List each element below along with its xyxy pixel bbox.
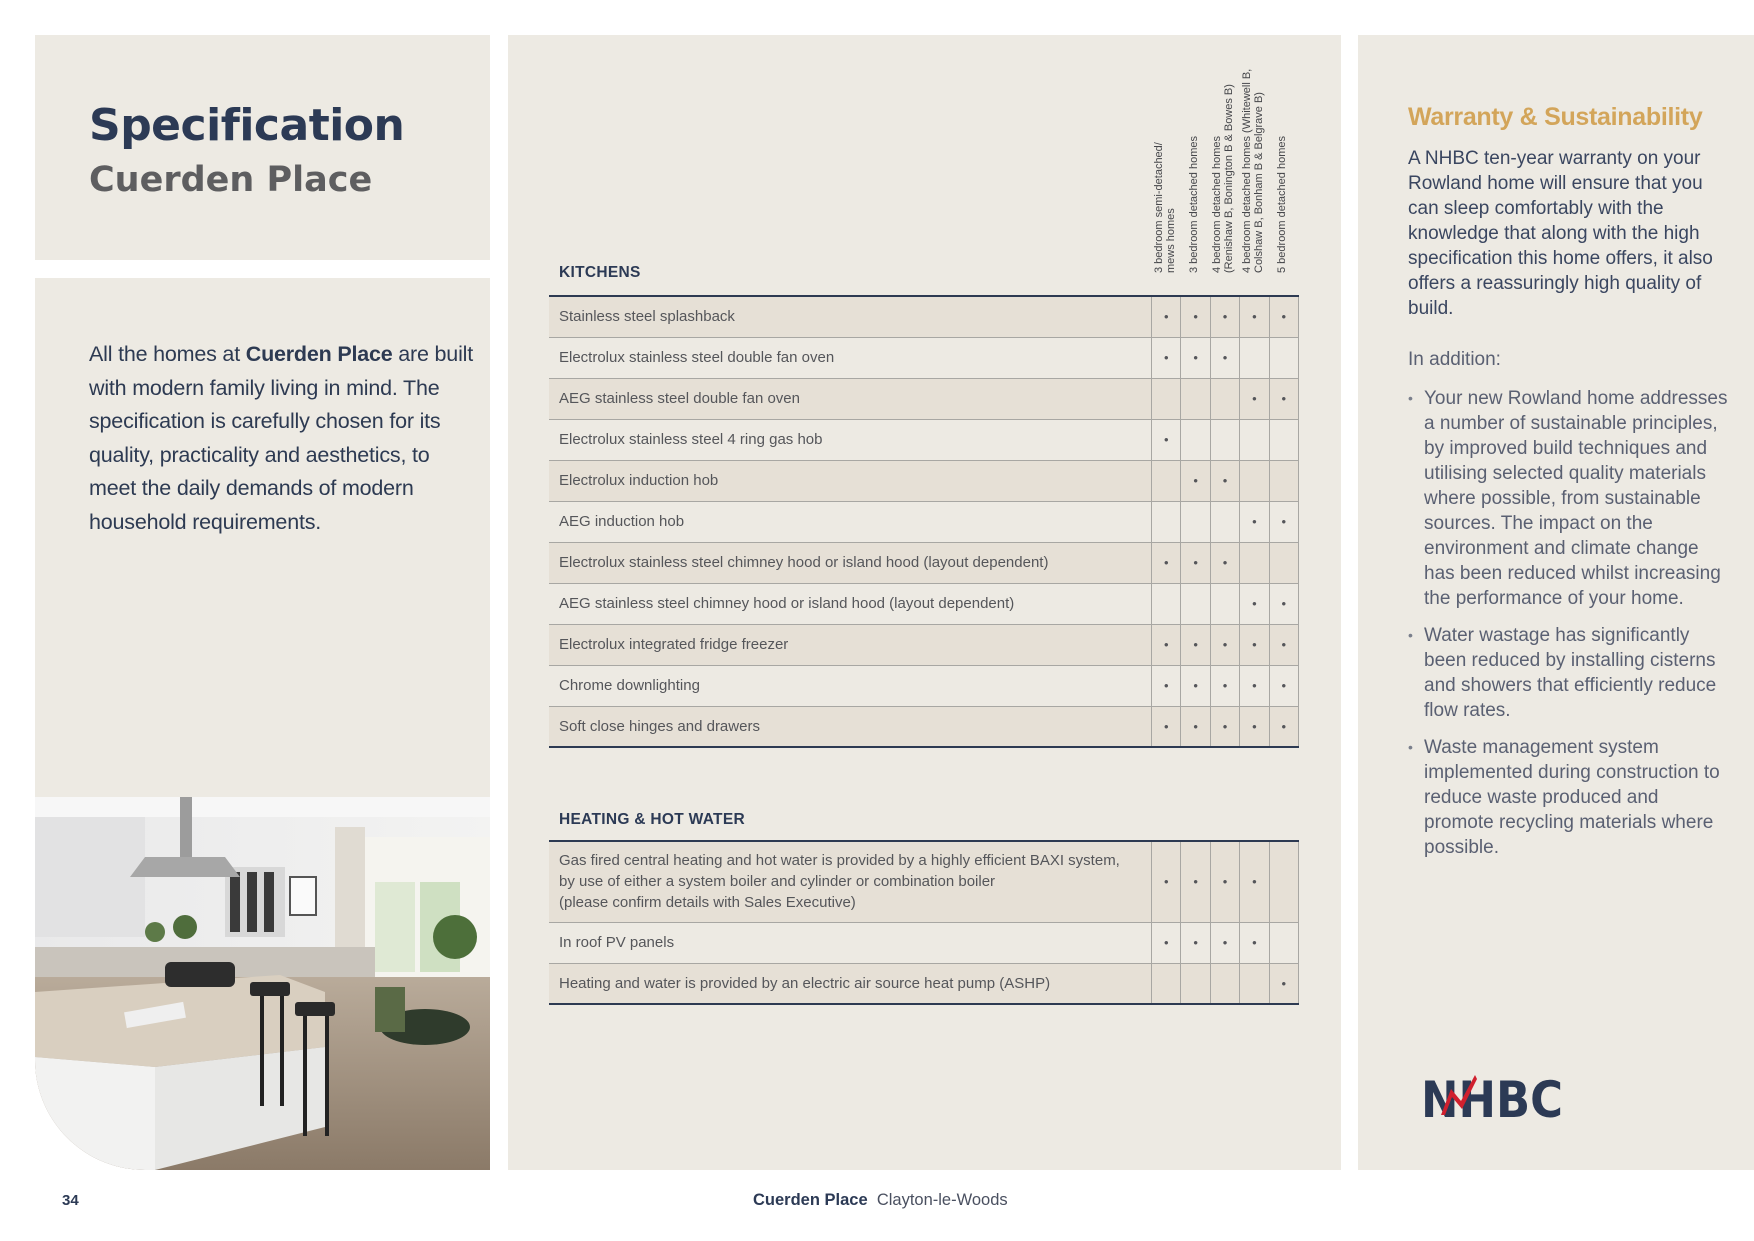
empty-cell — [1210, 501, 1239, 542]
table-row — [549, 841, 1299, 922]
warranty-addition-label: In addition: — [1408, 349, 1501, 370]
empty-cell — [1181, 378, 1210, 419]
included-dot: • — [1152, 922, 1181, 963]
heating-title: HEATING & HOT WATER — [559, 811, 745, 828]
intro-text — [89, 338, 474, 539]
included-dot: • — [1152, 706, 1181, 747]
included-dot: • — [1269, 963, 1298, 1004]
included-dot: • — [1152, 296, 1181, 337]
intro-panel — [35, 278, 490, 1170]
included-dot: • — [1152, 419, 1181, 460]
included-dot: • — [1269, 378, 1298, 419]
nhbc-logo — [1421, 1071, 1566, 1123]
included-dot: • — [1152, 542, 1181, 583]
column-header-2 — [1179, 45, 1209, 285]
empty-cell — [1181, 501, 1210, 542]
included-dot: • — [1152, 665, 1181, 706]
column-header-3-line-1: 4 bedroom detached homes — [1211, 136, 1223, 273]
column-header-3-line-2: (Renishaw B, Bonington B & Bowes B) — [1223, 84, 1235, 273]
row-label: AEG stainless steel double fan oven — [549, 378, 1152, 419]
table-row — [549, 542, 1299, 583]
column-header-3 — [1208, 45, 1238, 285]
included-dot: • — [1210, 542, 1239, 583]
table-row — [549, 419, 1299, 460]
included-dot: • — [1210, 922, 1239, 963]
included-dot: • — [1269, 665, 1298, 706]
empty-cell — [1240, 337, 1269, 378]
column-header-1-line-1: 3 bedroom semi-detached/ — [1153, 142, 1165, 273]
footer-development: Cuerden Place — [753, 1191, 868, 1209]
empty-cell — [1152, 963, 1181, 1004]
empty-cell — [1210, 963, 1239, 1004]
column-headers — [508, 35, 1341, 285]
included-dot: • — [1210, 460, 1239, 501]
empty-cell — [1269, 542, 1298, 583]
included-dot: • — [1269, 583, 1298, 624]
column-header-5-line-1: 5 bedroom detached homes — [1276, 136, 1288, 273]
sustainability-item: • Waste management system implemented during construction to reduce waste produced and promote recycling materials where possible. — [1408, 735, 1728, 860]
included-dot: • — [1152, 841, 1181, 922]
empty-cell — [1240, 419, 1269, 460]
warranty-body: A NHBC ten-year warranty on your Rowland home will ensure that you can sleep comfortably with the knowledge that along with the high specification this home offers, it also offers a reassuringly high quality of build. — [1408, 148, 1713, 319]
included-dot: • — [1181, 624, 1210, 665]
column-header-2-line-1: 3 bedroom detached homes — [1188, 136, 1200, 273]
column-header-4-line-2: Colshaw B, Bonham B & Belgrave B) — [1253, 92, 1265, 273]
row-label: Stainless steel splashback — [549, 296, 1152, 337]
included-dot: • — [1210, 706, 1239, 747]
included-dot: • — [1240, 841, 1269, 922]
included-dot: • — [1269, 706, 1298, 747]
sustainability-item: • Your new Rowland home addresses a number of sustainable principles, by improved build techniques and utilising selected quality materials where possible, from sustainable sources. The impact on the environment and climate change has been reduced whilst increasing the performance of your home. — [1408, 386, 1728, 611]
included-dot: • — [1152, 337, 1181, 378]
included-dot: • — [1240, 501, 1269, 542]
kitchen-interior-photo — [35, 797, 490, 1170]
included-dot: • — [1152, 624, 1181, 665]
empty-cell — [1152, 378, 1181, 419]
page-title: Specification — [89, 100, 405, 151]
title-panel — [35, 35, 490, 260]
empty-cell — [1269, 922, 1298, 963]
page-subtitle: Cuerden Place — [89, 160, 373, 200]
table-row — [549, 378, 1299, 419]
included-dot: • — [1240, 706, 1269, 747]
empty-cell — [1181, 963, 1210, 1004]
row-label: Chrome downlighting — [549, 665, 1152, 706]
included-dot: • — [1240, 378, 1269, 419]
included-dot: • — [1269, 624, 1298, 665]
included-dot: • — [1181, 460, 1210, 501]
intro-suffix: are built with modern family living in mind. The specification is carefully chosen for its quality, practicality and aesthetics, to meet the daily demands of modern household requirements. — [89, 342, 473, 534]
empty-cell — [1181, 419, 1210, 460]
kitchens-table — [549, 295, 1299, 748]
included-dot: • — [1181, 542, 1210, 583]
included-dot: • — [1181, 706, 1210, 747]
included-dot: • — [1181, 841, 1210, 922]
heating-table — [549, 840, 1299, 1005]
included-dot: • — [1210, 296, 1239, 337]
row-label: AEG induction hob — [549, 501, 1152, 542]
empty-cell — [1269, 419, 1298, 460]
empty-cell — [1152, 460, 1181, 501]
empty-cell — [1269, 841, 1298, 922]
table-row — [549, 296, 1299, 337]
included-dot: • — [1210, 624, 1239, 665]
column-header-1-line-2: mews homes — [1165, 208, 1177, 273]
column-header-1 — [1150, 45, 1180, 285]
empty-cell — [1210, 419, 1239, 460]
included-dot: • — [1240, 665, 1269, 706]
intro-highlight: Cuerden Place — [245, 342, 393, 366]
row-label: Electrolux induction hob — [549, 460, 1152, 501]
footer-caption — [753, 1191, 1008, 1210]
row-label: Electrolux stainless steel double fan oven — [549, 337, 1152, 378]
sustainability-list — [1408, 386, 1728, 872]
included-dot: • — [1269, 501, 1298, 542]
warranty-title: Warranty & Sustainability — [1408, 103, 1703, 131]
column-header-4-line-1: 4 bedroom detached homes (Whitewell B, — [1241, 68, 1253, 273]
sustainability-item: • Water wastage has significantly been reduced by installing cisterns and showers that efficiently reduce flow rates. — [1408, 623, 1728, 723]
empty-cell — [1152, 583, 1181, 624]
row-label: Heating and water is provided by an electric air source heat pump (ASHP) — [549, 963, 1152, 1004]
empty-cell — [1210, 583, 1239, 624]
included-dot: • — [1269, 296, 1298, 337]
intro-prefix: All the homes at — [89, 342, 246, 366]
empty-cell — [1240, 542, 1269, 583]
kitchens-title: KITCHENS — [559, 264, 641, 281]
included-dot: • — [1181, 296, 1210, 337]
empty-cell — [1240, 460, 1269, 501]
included-dot: • — [1210, 337, 1239, 378]
included-dot: • — [1210, 665, 1239, 706]
row-label: Soft close hinges and drawers — [549, 706, 1152, 747]
empty-cell — [1240, 963, 1269, 1004]
row-label: Electrolux stainless steel 4 ring gas hob — [549, 419, 1152, 460]
specification-panel — [508, 35, 1341, 1170]
row-label: In roof PV panels — [549, 922, 1152, 963]
empty-cell — [1269, 337, 1298, 378]
empty-cell — [1181, 583, 1210, 624]
included-dot: • — [1210, 841, 1239, 922]
svg-text:NHBC: NHBC — [1421, 1071, 1563, 1123]
included-dot: • — [1181, 922, 1210, 963]
empty-cell — [1269, 460, 1298, 501]
included-dot: • — [1240, 296, 1269, 337]
included-dot: • — [1240, 583, 1269, 624]
table-row — [549, 337, 1299, 378]
row-label: Gas fired central heating and hot water is provided by a highly efficient BAXI system, by use of either a system boiler and cylinder or combination boiler (please confirm details with Sales Executive) — [549, 841, 1152, 922]
empty-cell — [1152, 501, 1181, 542]
empty-cell — [1210, 378, 1239, 419]
included-dot: • — [1181, 337, 1210, 378]
row-label: Electrolux stainless steel chimney hood or island hood (layout dependent) — [549, 542, 1152, 583]
table-row — [549, 501, 1299, 542]
table-row — [549, 963, 1299, 1004]
footer-location: Clayton-le-Woods — [876, 1191, 1008, 1209]
column-header-4 — [1238, 45, 1268, 285]
table-row — [549, 624, 1299, 665]
row-label: AEG stainless steel chimney hood or island hood (layout dependent) — [549, 583, 1152, 624]
page-number: 34 — [62, 1192, 79, 1209]
table-row — [549, 665, 1299, 706]
included-dot: • — [1240, 922, 1269, 963]
row-label: Electrolux integrated fridge freezer — [549, 624, 1152, 665]
table-row — [549, 922, 1299, 963]
column-header-5 — [1267, 45, 1297, 285]
table-row — [549, 460, 1299, 501]
table-row — [549, 583, 1299, 624]
table-row — [549, 706, 1299, 747]
included-dot: • — [1240, 624, 1269, 665]
included-dot: • — [1181, 665, 1210, 706]
warranty-panel — [1358, 35, 1754, 1170]
